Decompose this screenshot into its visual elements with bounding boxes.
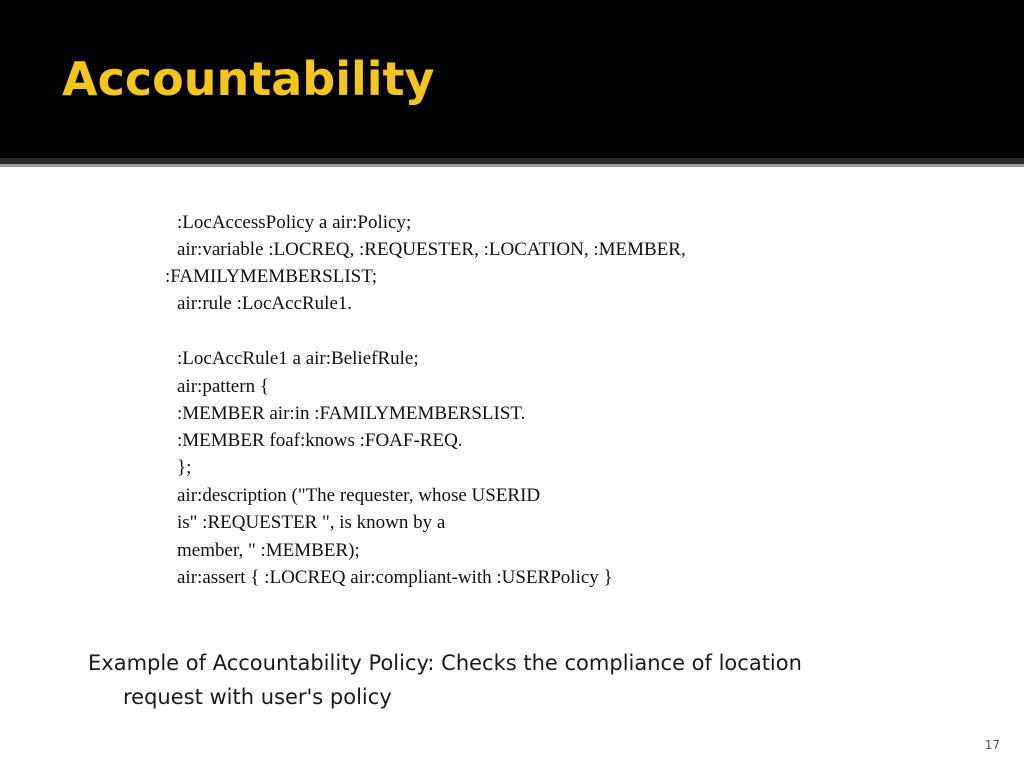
code-line: :LocAccessPolicy a air:Policy; [177, 212, 412, 233]
slide-caption [88, 646, 928, 714]
slide-title: Accountability [62, 52, 435, 106]
code-line: :LocAccRule1 a air:BeliefRule; [177, 348, 419, 369]
code-line: :MEMBER air:in :FAMILYMEMBERSLIST. [177, 403, 526, 424]
code-line: member, " :MEMBER); [177, 540, 360, 561]
code-line: air:pattern { [177, 376, 269, 397]
policy-code-image [157, 203, 847, 629]
caption-line-2: request with user's policy [123, 685, 392, 709]
code-line: air:description ("The requester, whose USERID [177, 485, 541, 506]
caption-line-1: Example of Accountability Policy: Checks the compliance of location [88, 651, 802, 675]
code-line: air:assert { :LOCREQ air:compliant-with :USERPolicy } [177, 567, 613, 588]
slide-content [0, 167, 1024, 768]
code-line: air:variable :LOCREQ, :REQUESTER, :LOCATION, :MEMBER, [177, 239, 686, 260]
code-line: }; [177, 457, 192, 478]
page-number: 17 [984, 738, 1000, 752]
code-line: :MEMBER foaf:knows :FOAF-REQ. [177, 430, 463, 451]
code-line: air:rule :LocAccRule1. [177, 293, 353, 314]
code-line: is" :REQUESTER ", is known by a [177, 512, 446, 533]
title-bar [0, 0, 1024, 158]
code-line: :FAMILYMEMBERSLIST; [165, 266, 378, 287]
